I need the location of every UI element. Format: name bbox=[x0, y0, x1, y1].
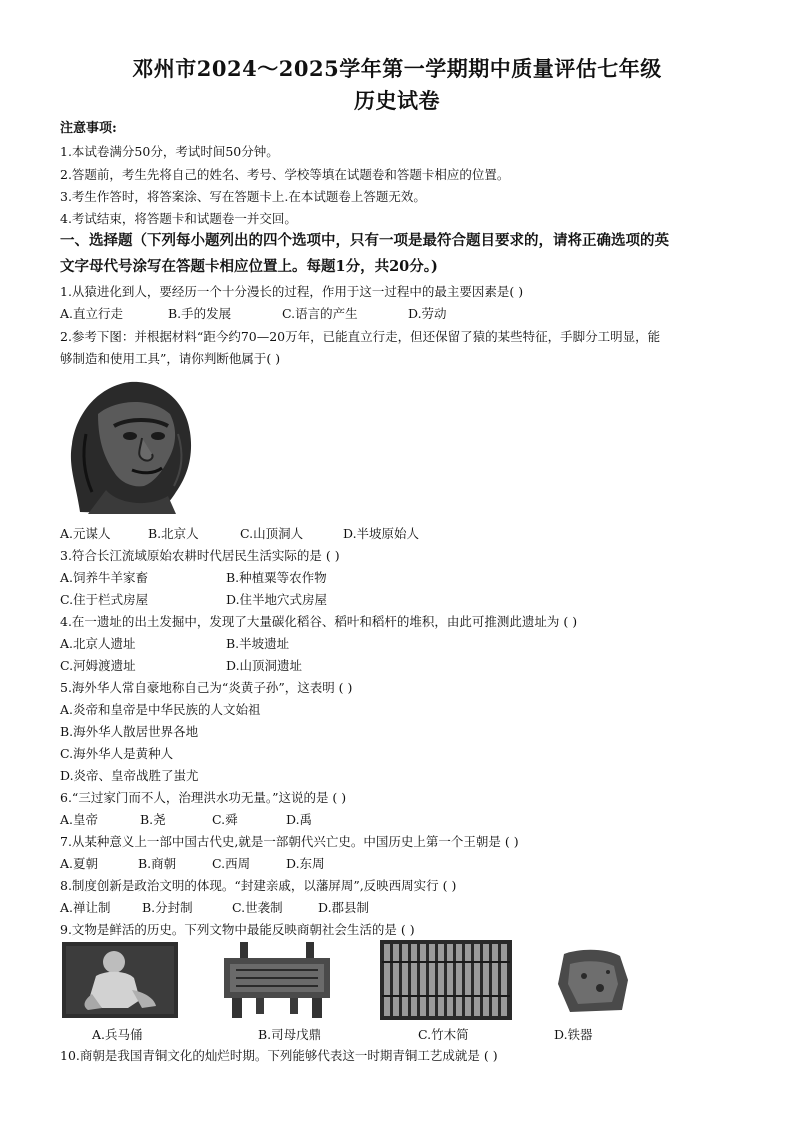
notice-item-3: 3.考生作答时，将答案涂、写在答题卡上.在本试题卷上答题无效。 bbox=[60, 189, 426, 204]
iron-artifact-image bbox=[550, 944, 634, 1016]
notice-item-2: 2.答题前，考生先将自己的姓名、考号、学校等填在试题卷和答题卡相应的位置。 bbox=[60, 167, 510, 182]
q5-option-d: D.炎帝、皇帝战胜了蚩尤 bbox=[60, 768, 199, 783]
q9-option-d: D.铁器 bbox=[554, 1027, 593, 1042]
q2-option-a: A.元谋人 bbox=[60, 526, 111, 541]
q8-option-c: C.世袭制 bbox=[232, 900, 283, 915]
q9-option-b: B.司母戊鼎 bbox=[258, 1027, 322, 1042]
q2-option-b: B.北京人 bbox=[148, 526, 199, 541]
q1-stem: 1.从猿进化到人，要经历一个十分漫长的过程，作用于这一过程中的最主要因素是( ) bbox=[60, 284, 524, 299]
q2-option-d: D.半坡原始人 bbox=[343, 526, 420, 541]
q5-option-b: B.海外华人散居世界各地 bbox=[60, 724, 199, 739]
q1-option-b: B.手的发展 bbox=[168, 306, 232, 321]
q2-option-c: C.山顶洞人 bbox=[240, 526, 304, 541]
q9-stem: 9.文物是鲜活的历史。下列文物中最能反映商朝社会生活的是 ( ) bbox=[60, 922, 415, 937]
q3-stem: 3.符合长江流域原始农耕时代居民生活实际的是 ( ) bbox=[60, 548, 340, 563]
notice-heading: 注意事项: bbox=[60, 121, 117, 136]
q10-stem: 10.商朝是我国青铜文化的灿烂时期。下列能够代表这一时期青铜工艺成就是 ( ) bbox=[60, 1048, 498, 1063]
q8-option-d: D.郡县制 bbox=[318, 900, 370, 915]
q5-option-a: A.炎帝和皇帝是中华民族的人文始祖 bbox=[60, 702, 261, 717]
q3-option-b: B.种植粟等农作物 bbox=[226, 570, 327, 585]
bamboo-slips-image bbox=[380, 940, 512, 1020]
q4-option-b: B.半坡遗址 bbox=[226, 636, 290, 651]
q7-option-c: C.西周 bbox=[212, 856, 251, 871]
q4-option-d: D.山顶洞遗址 bbox=[226, 658, 303, 673]
notice-item-1: 1.本试卷满分50分，考试时间50分钟。 bbox=[60, 144, 279, 159]
q6-option-b: B.尧 bbox=[140, 812, 166, 827]
q4-option-a: A.北京人遗址 bbox=[60, 636, 136, 651]
exam-title: 邓州市2024～2025学年第一学期期中质量评估七年级 bbox=[132, 56, 662, 81]
section1-heading-line2: 文字母代号涂写在答题卡相应位置上。每题1分，共20分。) bbox=[60, 258, 438, 275]
q8-option-a: A.禅让制 bbox=[60, 900, 111, 915]
exam-subtitle: 历史试卷 bbox=[354, 88, 440, 113]
notice-item-4: 4.考试结束，将答题卡和试题卷一并交回。 bbox=[60, 211, 297, 226]
q2-stem-line2: 够制造和使用工具”，请你判断他属于( ) bbox=[60, 351, 281, 366]
q5-stem: 5.海外华人常自豪地称自己为“炎黄子孙”，这表明 ( ) bbox=[60, 680, 353, 695]
q6-stem: 6.“三过家门而不人，治理洪水功无量。”这说的是 ( ) bbox=[60, 790, 347, 805]
q7-option-a: A.夏朝 bbox=[60, 856, 99, 871]
q8-option-b: B.分封制 bbox=[142, 900, 193, 915]
q7-option-b: B.商朝 bbox=[138, 856, 177, 871]
q1-option-c: C.语言的产生 bbox=[282, 306, 358, 321]
simuwu-ding-image bbox=[212, 940, 342, 1020]
q3-option-a: A.饲养牛羊家畜 bbox=[60, 570, 149, 585]
q3-option-d: D.住半地穴式房屋 bbox=[226, 592, 328, 607]
q4-option-c: C.河姆渡遗址 bbox=[60, 658, 136, 673]
q2-stem-line1: 2.参考下图：并根据材料“距今约70—20万年，已能直立行走，但还保留了猿的某些特征，手脚分工明显，能 bbox=[60, 329, 661, 344]
terracotta-warrior-image bbox=[62, 942, 178, 1018]
q5-option-c: C.海外华人是黄种人 bbox=[60, 746, 174, 761]
q7-option-d: D.东周 bbox=[286, 856, 325, 871]
q6-option-c: C.舜 bbox=[212, 812, 238, 827]
q4-stem: 4.在一遗址的出土发掘中，发现了大量碳化稻谷、稻叶和稻杆的堆积，由此可推测此遗址为 ( ) bbox=[60, 614, 578, 629]
q8-stem: 8.制度创新是政治文明的体现。“封建亲戚，以藩屏周”,反映西周实行 ( ) bbox=[60, 878, 457, 893]
q6-option-d: D.禹 bbox=[286, 812, 313, 827]
q6-option-a: A.皇帝 bbox=[60, 812, 99, 827]
q9-option-a: A.兵马俑 bbox=[92, 1027, 143, 1042]
peking-man-bust-image bbox=[58, 374, 198, 516]
q1-option-a: A.直立行走 bbox=[60, 306, 124, 321]
q1-option-d: D.劳动 bbox=[408, 306, 447, 321]
q9-option-c: C.竹木简 bbox=[418, 1027, 469, 1042]
q3-option-c: C.住于栏式房屋 bbox=[60, 592, 149, 607]
section1-heading-line1: 一、选择题（下列每小题列出的四个选项中，只有一项是最符合题目要求的，请将正确选项的英 bbox=[60, 232, 669, 249]
q7-stem: 7.从某种意义上一部中国古代史,就是一部朝代兴亡史。中国历史上第一个王朝是 ( ) bbox=[60, 834, 519, 849]
